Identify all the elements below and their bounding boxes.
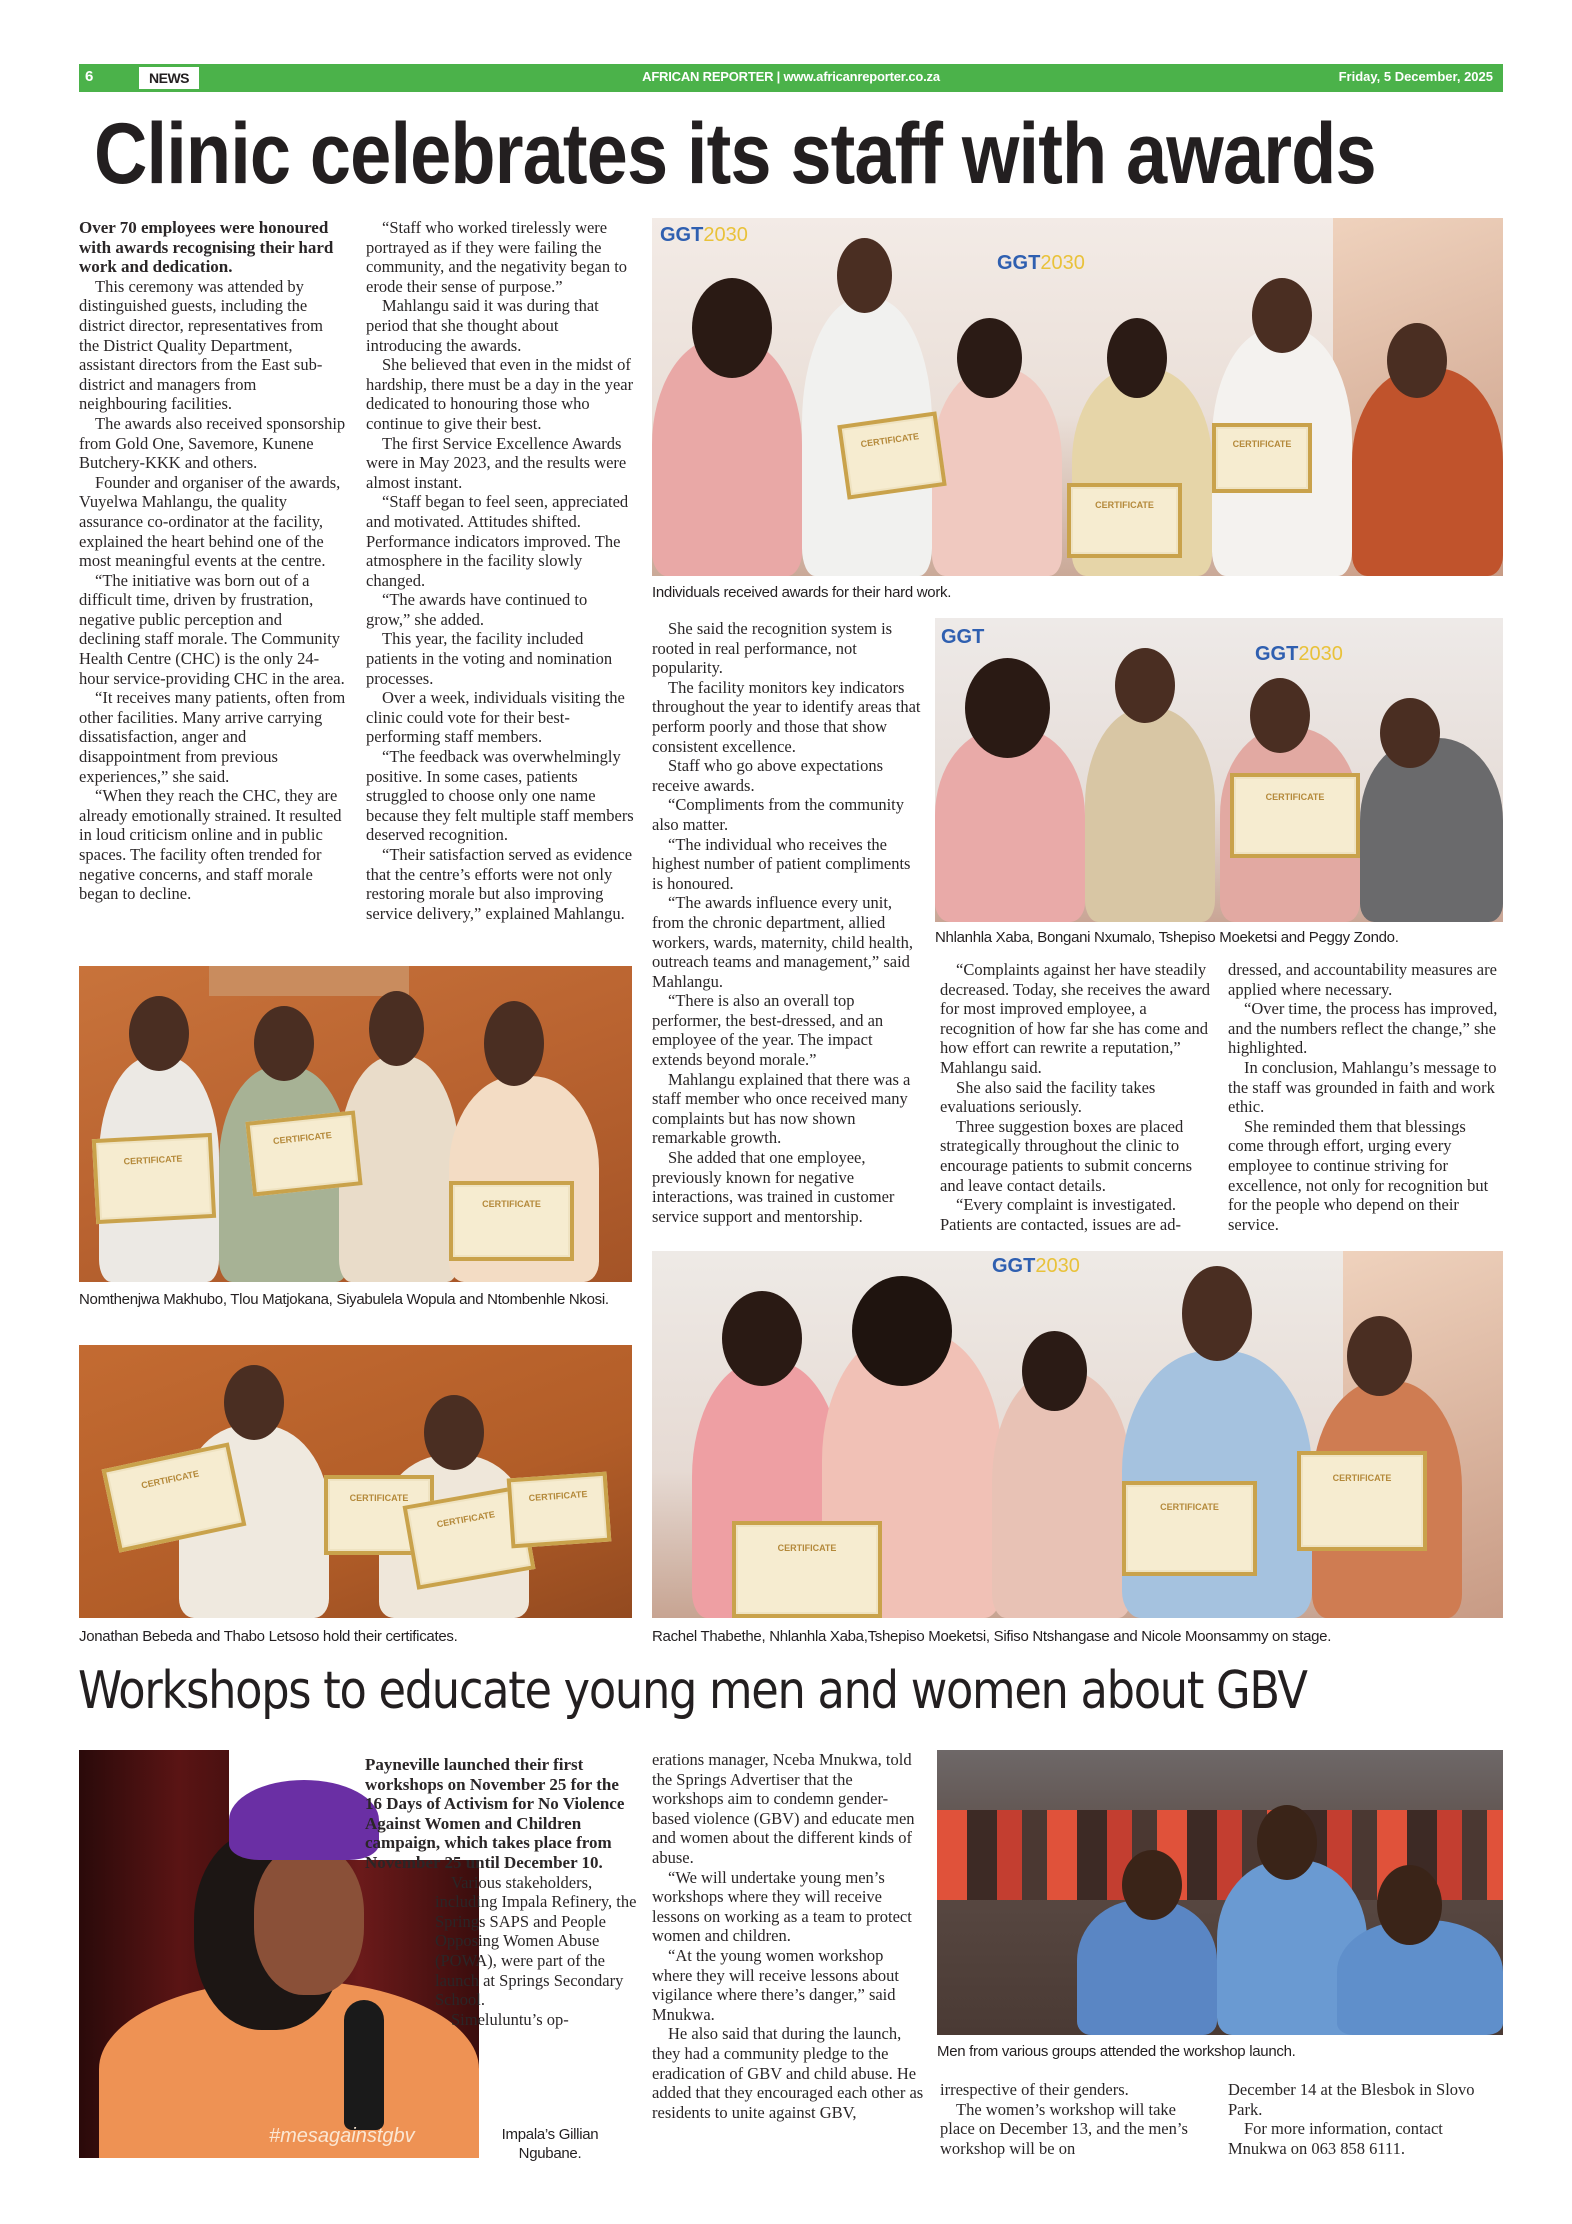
photo-caption: Nomthenjwa Makhubo, Tlou Matjokana, Siyabulela Wopula and Ntombenhle Nkosi. [79,1291,609,1308]
person [932,368,1062,576]
paragraph: irrespective of their genders. [940,2080,1129,2099]
article2-headline: Workshops to educate young men and women about GBV [78,1661,1307,1721]
masthead: AFRICAN REPORTER | www.africanreporter.co.za [642,69,940,84]
paragraph: She said the recognition system is rooted in real performance, not popularity. [652,619,893,678]
photo-four-staff-certificates [79,966,632,1282]
article1-column-1 [79,218,347,904]
paragraph: She also said the facility takes evaluations seriously. [940,1077,1156,1117]
person-head [957,318,1022,398]
ggt2030-logo: GGT2030 [1255,643,1343,665]
certificate [1067,483,1182,558]
photo-award-recipients-group [652,218,1503,576]
paragraph: Over a week, individuals visiting the clinic could vote for their best-performing staff members. [366,688,625,747]
paragraph: “The awards have continued to grow,” she added. [366,590,588,629]
ggt2030-logo: GGT2030 [992,1255,1080,1277]
certificate [245,1110,362,1196]
photo-caption: Rachel Thabethe, Nhlanhla Xaba,Tshepiso Moeketsi, Sifiso Ntshangase and Nicole Moonsammy on stage. [652,1628,1332,1645]
paragraph: Mahlangu said it was during that period that she thought about introducing the awards. [366,296,599,355]
certificate [507,1472,612,1549]
paragraph: “Staff who worked tirelessly were portrayed as if they were failing the community, and the negativity began to erode their sense of purpose.” [366,218,628,296]
paragraph: dressed, and accountability measures are applied where necessary. [1228,960,1497,999]
paragraph: “There is also an overall top performer, the best-dressed, and an employee of the year. The impact extends beyond morale.” [652,991,884,1070]
certificate [732,1521,882,1618]
person-head [484,1001,544,1086]
section-label: NEWS [139,67,199,89]
person [1077,1900,1217,2035]
paragraph: The awards also received sponsorship from Gold One, Savemore, Kunene Butchery-KKK and others. [79,413,346,473]
ggt2030-logo: GGT2030 [997,252,1085,274]
article1-column-3 [652,619,922,1226]
person-head [1107,318,1167,398]
photo-jonathan-thabo-certificates [79,1345,632,1618]
paragraph: For more information, contact Mnukwa on 063 858 6111. [1228,2119,1443,2158]
paragraph: “Staff began to feel seen, appreciated and motivated. Attitudes shifted. Performance indicators improved. The atmosphere in the facility slowly changed. [366,492,629,590]
photo-caption: Nhlanhla Xaba, Bongani Nxumalo, Tshepiso Moeketsi and Peggy Zondo. [935,929,1399,946]
person [1352,368,1503,576]
person-head [722,1291,802,1386]
paragraph: Simeluluntu’s op- [451,2009,569,2029]
article1-column-4 [940,960,1212,1234]
article1-column-5 [1228,960,1503,1234]
article2-lead: Payneville launched their first workshops on November 25 for the 16 Days of Activism for No Violence Against Women and Children campaign, which takes place from November 25 until December 10. [365,1755,625,1872]
certificate [449,1181,574,1261]
photo-caption: Jonathan Bebeda and Thabo Letsoso hold their certificates. [79,1628,458,1645]
page-number: 6 [85,68,94,85]
paragraph: “The initiative was born out of a difficult time, driven by frustration, negative public perception and declining staff morale. The Community Health Centre (CHC) is the only 24-hour service-providing CHC in the area. [79,570,345,688]
person-head [1115,648,1175,723]
paragraph: She believed that even in the midst of hardship, there must be a day in the year dedicated to honouring those who continue to give their best. [366,355,634,433]
paragraph: “It receives many patients, often from other facilities. Many arrive carrying dissatisfaction, anger and disappointment from previous experiences,” she said. [79,688,346,786]
person-head [1250,678,1310,753]
paragraph: “The awards influence every unit, from the chronic department, allied workers, wards, maternity, child health, outreach teams and management,” said Mahlangu. [652,893,914,991]
paragraph: The women’s workshop will take place on December 13, and the men’s workshop will be on [940,2099,1188,2158]
certificate [837,411,946,499]
paragraph: In conclusion, Mahlangu’s message to the staff was grounded in faith and work ethic. [1228,1057,1497,1117]
person-head [129,996,189,1071]
paragraph: This year, the facility included patients in the voting and nomination processes. [366,629,613,688]
article2-column-2 [652,1750,924,2122]
certificate [1230,773,1360,858]
person-head [254,1006,314,1081]
photo-caption: Impala’s Gillian Ngubane. [501,2126,599,2162]
paragraph: This ceremony was attended by distinguished guests, including the district director, representatives from the District Quality Department, assistant directors from the East sub-district and managers from neighbouring facilities. [79,276,323,414]
paragraph: erations manager, Nceba Mnukwa, told the Springs Advertiser that the workshops aim to condemn gender-based violence (GBV) and educate men and women about the different kinds of abuse. [652,1750,915,1867]
page-header-bar [79,64,1503,92]
paragraph: The facility monitors key indicators throughout the year to identify areas that perform poorly and those that show consistent excellence. [652,677,921,756]
person-head [837,238,892,313]
paragraph: Mahlangu explained that there was a staff member who once received many complaints but has now shown remarkable growth. [652,1069,911,1148]
person-head [965,658,1050,758]
photo-nhlanhla-xaba-group [935,618,1503,922]
person [1360,738,1503,922]
person-head [1347,1316,1412,1396]
paragraph: Various stakeholders, including Impala Refinery, the Springs SAPS and People Opposing Women Abuse (POWA), were part of the launch at Springs Secondary School. [435,1872,637,2010]
person-head [1257,1805,1317,1880]
paragraph: He also said that during the launch, they had a community pledge to the eradication of GBV and child abuse. He added that they encouraged each other as residents to unite against GBV, [652,2024,924,2122]
article1-lead: Over 70 employees were honoured with awards recognising their hard work and dedication. [79,218,334,277]
person-head [424,1395,484,1470]
article1-column-2 [366,218,634,923]
person-head [852,1276,952,1386]
paragraph: “The individual who receives the highest number of patient compliments is honoured. [652,834,911,893]
cap [229,1780,379,1860]
person-head [1122,1850,1182,1920]
certificate [1212,423,1312,493]
paragraph: “The feedback was overwhelmingly positive. In some cases, patients struggled to choose only one name because they felt multiple staff members deserved recognition. [366,747,634,845]
paragraph: Three suggestion boxes are placed strategically throughout the clinic to encourage patients to submit concerns and leave contact details. [940,1116,1193,1195]
paragraph: Staff who go above expectations receive awards. [652,756,884,795]
person [1085,708,1215,922]
person-head [224,1365,284,1440]
paragraph: “We will undertake young men’s workshops where they will receive lessons on working as a team to protect women and children. [652,1867,912,1946]
paragraph: “Complaints against her have steadily decreased. Today, she receives the award for most improved employee, a recognition of how far she has come and how effort can rewrite a reputation,” Mahlangu said. [940,960,1211,1077]
photo-men-workshop [937,1750,1503,2035]
person-head [1380,698,1440,768]
certificate [92,1133,216,1224]
person-head [1182,1266,1252,1361]
certificate [1122,1481,1257,1576]
person-head [1377,1865,1442,1945]
paragraph: She added that one employee, previously known for negative interactions, was trained in customer service support and mentorship. [652,1148,895,1226]
ggt2030-logo: GGT [941,626,985,648]
shirt-hashtag: #mesagainstgbv [269,2125,415,2147]
paragraph: “Every complaint is investigated. Patients are contacted, issues are ad- [940,1195,1181,1234]
person-head [692,278,772,378]
person-head [369,991,424,1066]
person-head [1387,323,1447,398]
article2-column-3 [940,2080,1212,2158]
photo-on-stage-group [652,1251,1503,1618]
certificate [1297,1451,1427,1551]
person-head [1252,278,1312,353]
paragraph: December 14 at the Blesbok in Slovo Park. [1228,2080,1475,2119]
issue-date: Friday, 5 December, 2025 [1338,69,1493,84]
paragraph: “At the young women workshop where they will receive lessons about vigilance where there’s danger,” said Mnukwa. [652,1945,899,2024]
article-headline: Clinic celebrates its staff with awards [94,106,1376,202]
article2-column-1 [365,1755,640,2029]
paragraph: “Over time, the process has improved, and the numbers reflect the change,” she highlighted. [1228,999,1498,1058]
paragraph: “Compliments from the community also matter. [652,795,905,834]
paragraph: She reminded them that blessings come through effort, urging every employee to continue striving for excellence, not only for recognition but for the people who depend on their service. [1228,1116,1489,1234]
article2-column-4 [1228,2080,1503,2158]
ggt2030-logo: GGT2030 [660,224,748,246]
paragraph: “When they reach the CHC, they are already emotionally strained. It resulted in loud criticism online and in public spaces. The facility often trended for negative concerns, and staff morale began to decline. [79,786,342,904]
paragraph: Founder and organiser of the awards, Vuyelwa Mahlangu, the quality assurance co-ordinator at the facility, explained the heart behind one of the most meaningful events at the centre. [79,472,341,571]
paragraph: The first Service Excellence Awards were in May 2023, and the results were almost instant. [366,433,627,492]
person-head [1022,1331,1087,1411]
photo-caption: Men from various groups attended the workshop launch. [937,2043,1296,2060]
photo-caption: Individuals received awards for their hard work. [652,584,952,601]
paragraph: “Their satisfaction served as evidence that the centre’s efforts were not only restoring morale but also improving service delivery,” explained Mahlangu. [366,845,633,923]
